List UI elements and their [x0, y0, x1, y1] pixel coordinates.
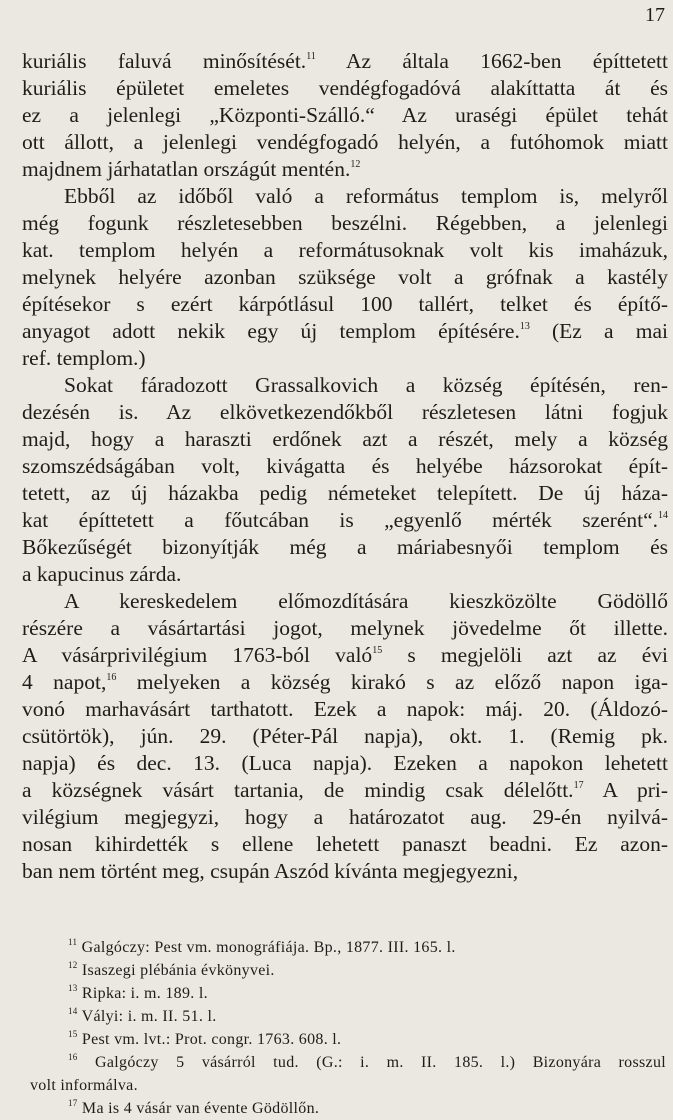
text-run: ban nem történt meg, csupán Aszód kívánta megjegyezni, [22, 859, 519, 883]
text-run: Az általa 1662-ben építtetett [315, 49, 668, 73]
footnote-ref: 14 [658, 510, 668, 521]
footnote-number: 17 [68, 1098, 78, 1108]
text-run: a községnek vásárt tartania, de mindig csak délelőtt. [22, 778, 574, 802]
footnote [30, 1005, 666, 1028]
text-run: dezésén is. Az elkövetkezendőkből részletesen látni fogjuk [22, 400, 668, 424]
text-run: vilégium megjegyzi, hogy a határozatot aug. 29-én nyilvá- [22, 805, 668, 829]
footnote [30, 936, 666, 959]
text-line [22, 75, 668, 102]
text-run: A kereskedelem előmozdítására kieszközölte Gödöllő [64, 589, 668, 613]
footnote [30, 1097, 666, 1120]
text-run: Sokat fáradozott Grassalkovich a község építésén, ren- [64, 373, 668, 397]
text-run: ez a jelenlegi „Központi-Szálló.“ Az uraségi épület tehát [22, 103, 668, 127]
text-line [22, 561, 668, 588]
text-line [22, 750, 668, 777]
footnote-number: 14 [68, 1006, 78, 1016]
text-line [22, 264, 668, 291]
text-line [22, 183, 668, 210]
footnote-number: 13 [68, 983, 78, 993]
footnote-text: Vályi: i. m. II. 51. l. [81, 1008, 217, 1025]
text-line [22, 426, 668, 453]
text-run: A vásárprivilégium 1763-ból való [22, 643, 373, 667]
text-run: melyeken a község kirakó s az előző napon iga- [116, 670, 668, 694]
text-run: építésekor s ezért kárpótlásul 100 tallért, telket és építő- [22, 292, 668, 316]
footnote-number: 16 [68, 1052, 78, 1062]
text-run: 4 napot, [22, 670, 107, 694]
text-run: (Ez a mai [529, 319, 668, 343]
text-run: ott állott, a jelenlegi vendégfogadó helyén, a futóhomok miatt [22, 130, 668, 154]
text-line [22, 156, 668, 183]
text-line [22, 453, 668, 480]
paragraph [22, 372, 668, 588]
text-run: a kapucinus zárda. [22, 562, 182, 586]
body-text [22, 48, 668, 885]
paragraph [22, 588, 668, 885]
text-line [22, 831, 668, 858]
footnote-text: Ripka: i. m. 189. l. [81, 985, 208, 1002]
text-run: anyagot adott nekik egy új templom építésére. [22, 319, 520, 343]
footnote-continuation: volt informálva. [30, 1077, 138, 1094]
text-line [22, 291, 668, 318]
text-line [22, 615, 668, 642]
text-run: kat. templom helyén a reformátusoknak volt kis imaházuk, [22, 238, 668, 262]
footnote-text: Pest vm. lvt.: Prot. congr. 1763. 608. l. [81, 1031, 342, 1048]
footnote-ref: 15 [372, 645, 383, 656]
text-run: s megjelöli azt az évi [382, 643, 668, 667]
text-run: szomszédságában volt, kivágatta és helyébe házsorokat épít- [22, 454, 668, 478]
text-line [22, 696, 668, 723]
text-run: részére a vásártartási jogot, melynek jövedelme őt illette. [22, 616, 668, 640]
text-run: kat építtetett a főutcában is „egyenlő mérték szerént“. [22, 508, 658, 532]
text-line [22, 669, 668, 696]
text-line [22, 345, 668, 372]
footnotes [30, 936, 666, 1120]
text-run: ref. templom.) [22, 346, 146, 370]
text-line [22, 237, 668, 264]
text-run: vonó marhavásárt tarthatott. Ezek a napok: máj. 20. (Áldozó- [22, 697, 668, 721]
text-line [22, 777, 668, 804]
text-line [22, 642, 668, 669]
footnote-ref: 16 [106, 672, 117, 683]
footnote [30, 1028, 666, 1051]
footnote-ref: 17 [573, 780, 584, 791]
text-run: majd, hogy a haraszti erdőnek azt a részét, mely a község [22, 427, 668, 451]
text-line [22, 129, 668, 156]
footnote-ref: 12 [350, 159, 361, 170]
footnote-text: Isaszegi plébánia évkönyvei. [81, 962, 275, 979]
text-run: csütörtök), jún. 29. (Péter-Pál napja), okt. 1. (Remig pk. [22, 724, 668, 748]
text-run: majdnem járhatatlan országút mentén. [22, 157, 351, 181]
footnote-number: 12 [68, 960, 78, 970]
text-line [22, 480, 668, 507]
footnote-text: Galgóczy: Pest vm. monográfiája. Bp., 1877. III. 165. l. [81, 939, 456, 956]
footnote-ref: 11 [306, 51, 316, 62]
text-run: melynek helyére azonban szüksége volt a grófnak a kastély [22, 265, 668, 289]
text-run: tetett, az új házakba pedig németeket telepített. De új háza- [22, 481, 668, 505]
text-run: nosan kihirdették s ellene lehetett panaszt beadni. Ez azon- [22, 832, 668, 856]
text-line [22, 588, 668, 615]
text-line [22, 102, 668, 129]
text-line [22, 399, 668, 426]
text-line [22, 507, 668, 534]
footnote-ref: 13 [519, 321, 530, 332]
footnote [30, 959, 666, 982]
text-run: még fogunk részletesebben beszélni. Régebben, a jelenlegi [22, 211, 668, 235]
text-run: Ebből az időből való a református templom is, melyről [64, 184, 668, 208]
paragraph [22, 48, 668, 183]
text-line [22, 858, 668, 885]
text-line [22, 318, 668, 345]
footnote [30, 982, 666, 1005]
footnote-number: 11 [68, 937, 78, 947]
text-run: kuriális épületet emeletes vendégfogadóvá alakíttatta át és [22, 76, 668, 100]
text-line [22, 723, 668, 750]
text-line [22, 804, 668, 831]
footnote-text: Ma is 4 vásár van évente Gödöllőn. [81, 1100, 320, 1117]
text-line [22, 372, 668, 399]
text-run: kuriális faluvá minősítését. [22, 49, 307, 73]
text-line [22, 48, 668, 75]
footnote [30, 1051, 666, 1074]
footnote-text: Galgóczy 5 vásárról tud. (G.: i. m. II. 185. l.) Bizonyára rosszul [95, 1054, 666, 1071]
page-number: 17 [645, 4, 665, 26]
text-run: Bőkezűségét bizonyítják még a máriabesnyői templom és [22, 535, 668, 559]
text-run: napja) és dec. 13. (Luca napja). Ezeken a napokon lehetett [22, 751, 668, 775]
text-run: A pri- [583, 778, 668, 802]
paragraph [22, 183, 668, 372]
footnote-number: 15 [68, 1029, 78, 1039]
text-line [22, 210, 668, 237]
text-line [22, 534, 668, 561]
